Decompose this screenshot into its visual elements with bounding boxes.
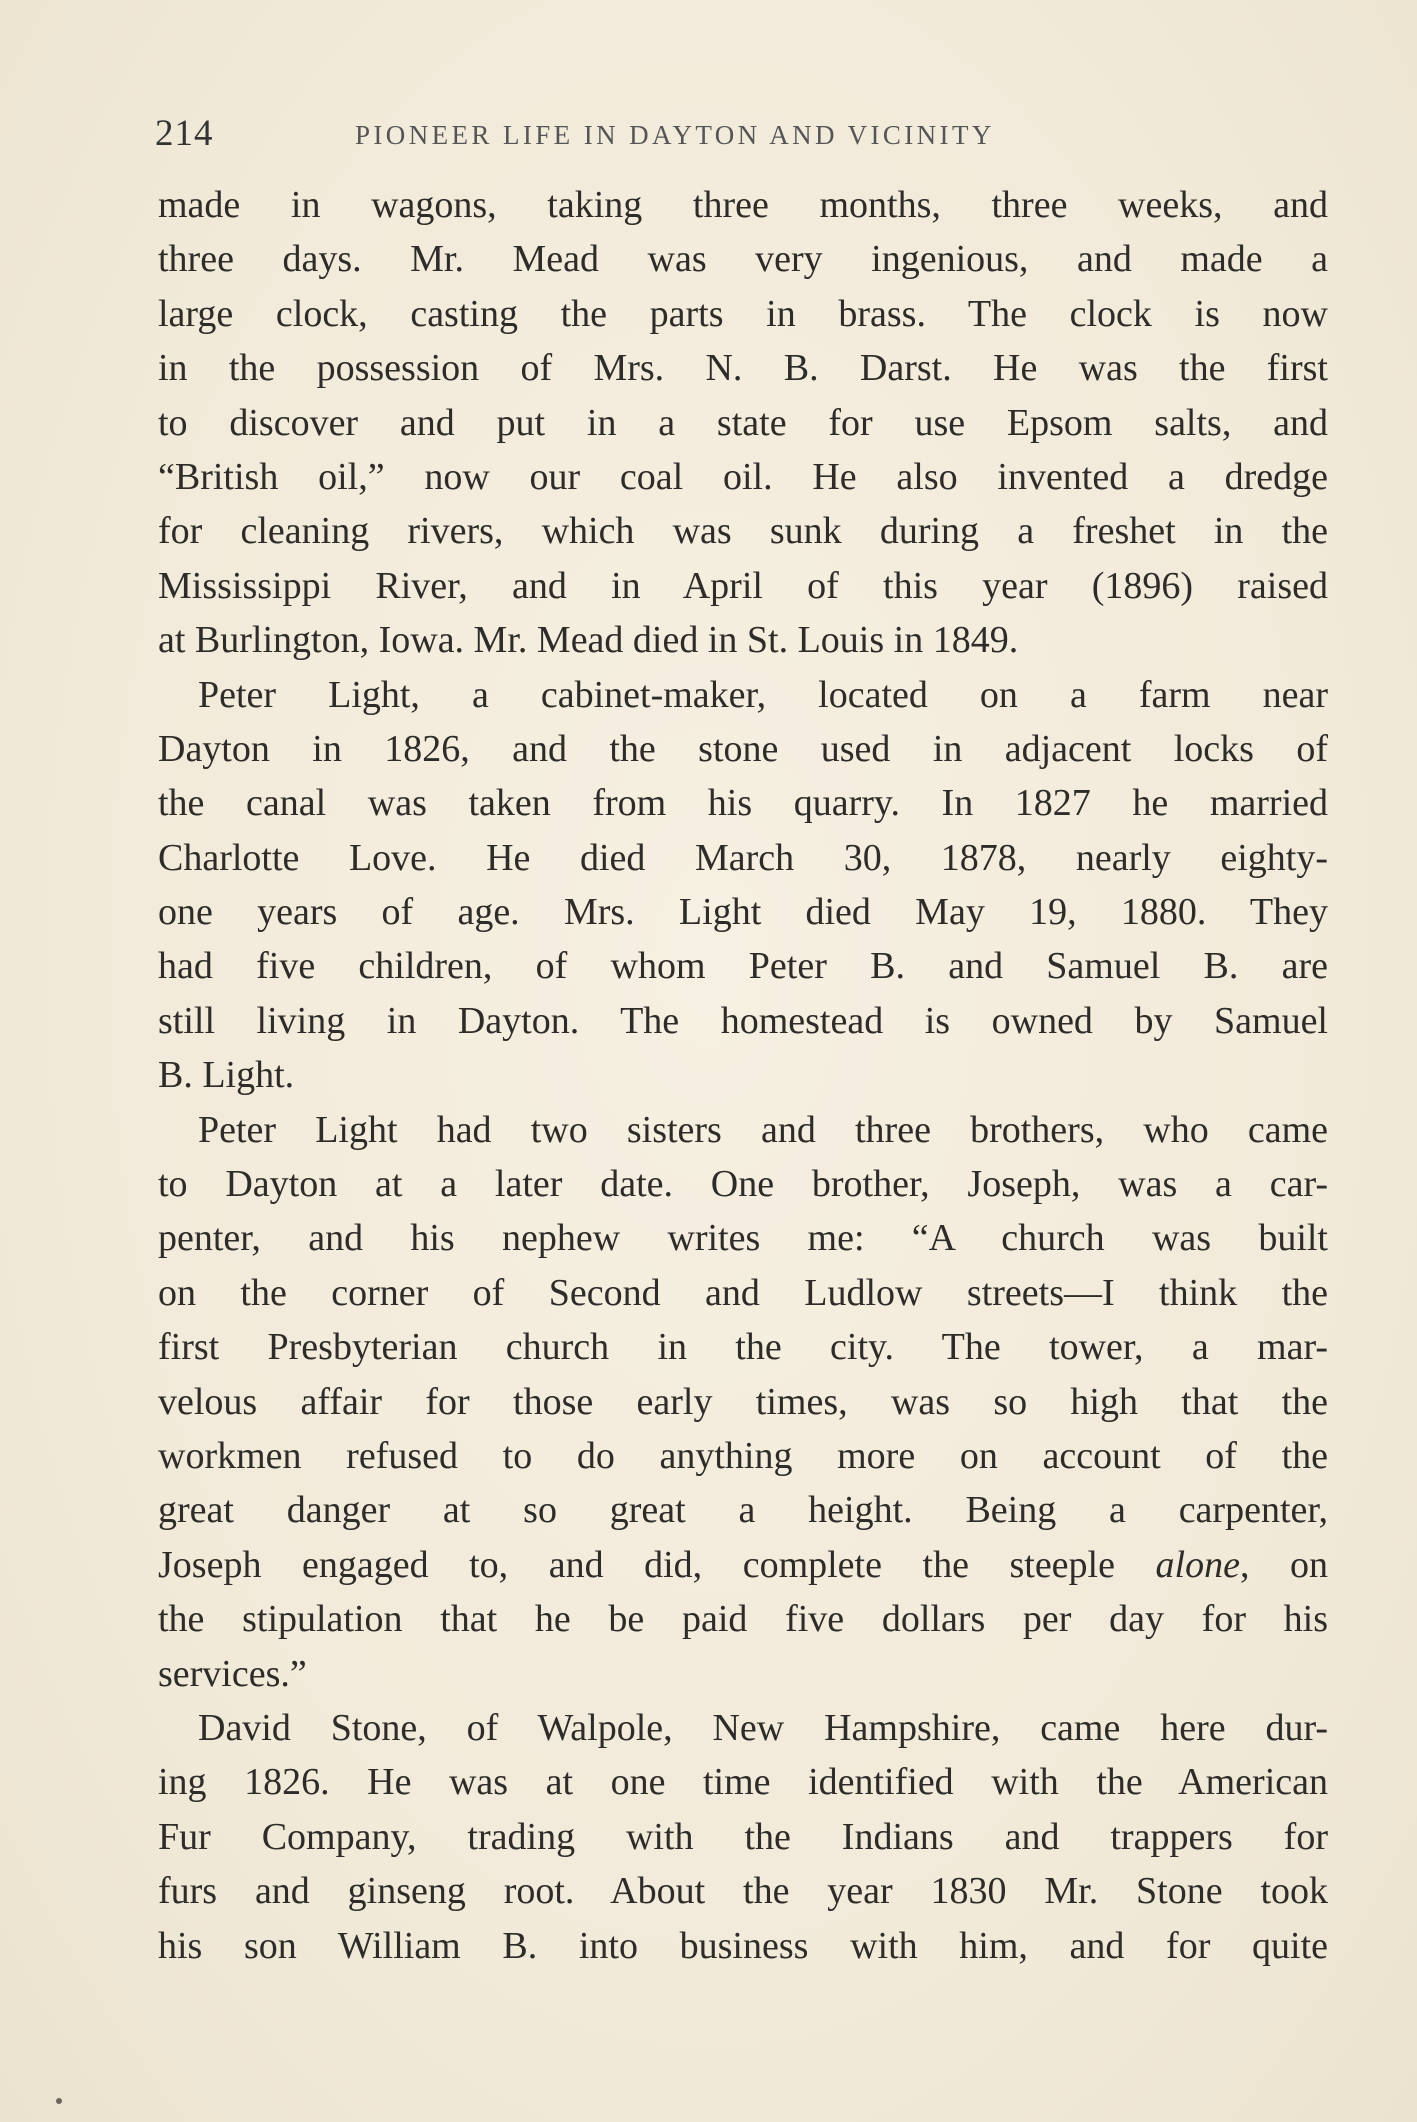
text-line: ing 1826. He was at one time identified with the American	[158, 1761, 1328, 1804]
italic-word: alone	[1155, 1543, 1240, 1586]
text-line: Dayton in 1826, and the stone used in adjacent locks of	[158, 727, 1328, 770]
text-line: Charlotte Love. He died March 30, 1878, nearly eighty-	[158, 836, 1328, 879]
text-line: the stipulation that he be paid five dollars per day for his	[158, 1598, 1328, 1641]
text-line: Fur Company, trading with the Indians and trappers for	[158, 1815, 1328, 1858]
text-line: services.”	[158, 1652, 307, 1695]
running-head: PIONEER LIFE IN DAYTON AND VICINITY	[355, 120, 995, 150]
text-line: workmen refused to do anything more on account of the	[158, 1434, 1328, 1477]
text-line: “British oil,” now our coal oil. He also invented a dredge	[158, 455, 1328, 498]
text-line-start: Joseph engaged to, and did, complete the steeple	[158, 1543, 1156, 1586]
text-line: David Stone, of Walpole, New Hampshire, came here dur-	[198, 1706, 1328, 1749]
text-line: his son William B. into business with him, and for quite	[158, 1924, 1328, 1967]
text-line: great danger at so great a height. Being a carpenter,	[158, 1489, 1328, 1532]
text-line: Peter Light, a cabinet-maker, located on a farm near	[198, 673, 1328, 716]
text-line: Mississippi River, and in April of this year (1896) raised	[158, 564, 1328, 607]
text-line: one years of age. Mrs. Light died May 19, 1880. They	[158, 891, 1328, 934]
text-line: in the possession of Mrs. N. B. Darst. He was the first	[158, 347, 1328, 390]
text-line: large clock, casting the parts in brass. The clock is now	[158, 292, 1328, 335]
body-text	[158, 178, 1328, 1973]
text-line: furs and ginseng root. About the year 1830 Mr. Stone took	[158, 1870, 1328, 1913]
page-header	[155, 112, 1325, 160]
text-line: Peter Light had two sisters and three brothers, who came	[198, 1108, 1328, 1151]
text-line: the canal was taken from his quarry. In 1827 he married	[158, 782, 1328, 825]
text-line: velous affair for those early times, was so high that the	[158, 1380, 1328, 1423]
text-line: to discover and put in a state for use Epsom salts, and	[158, 401, 1328, 444]
text-line: still living in Dayton. The homestead is owned by Samuel	[158, 999, 1328, 1042]
text-line: three days. Mr. Mead was very ingenious, and made a	[158, 238, 1328, 281]
text-line: at Burlington, Iowa. Mr. Mead died in St. Louis in 1849.	[158, 619, 1019, 662]
text-line-end: , on	[1239, 1543, 1328, 1586]
text-line: on the corner of Second and Ludlow streets—I think the	[158, 1271, 1328, 1314]
text-line: to Dayton at a later date. One brother, Joseph, was a car-	[158, 1163, 1328, 1206]
text-line-with-italic	[158, 1538, 1328, 1592]
text-line: had five children, of whom Peter B. and Samuel B. are	[158, 945, 1328, 988]
text-line: for cleaning rivers, which was sunk during a freshet in the	[158, 510, 1328, 553]
text-line: B. Light.	[158, 1054, 295, 1097]
text-line: made in wagons, taking three months, three weeks, and	[158, 184, 1328, 226]
text-line: penter, and his nephew writes me: “A church was built	[158, 1217, 1328, 1260]
page-number: 214	[155, 113, 214, 154]
print-speck	[56, 2098, 62, 2104]
text-line: first Presbyterian church in the city. The tower, a mar-	[158, 1326, 1328, 1369]
